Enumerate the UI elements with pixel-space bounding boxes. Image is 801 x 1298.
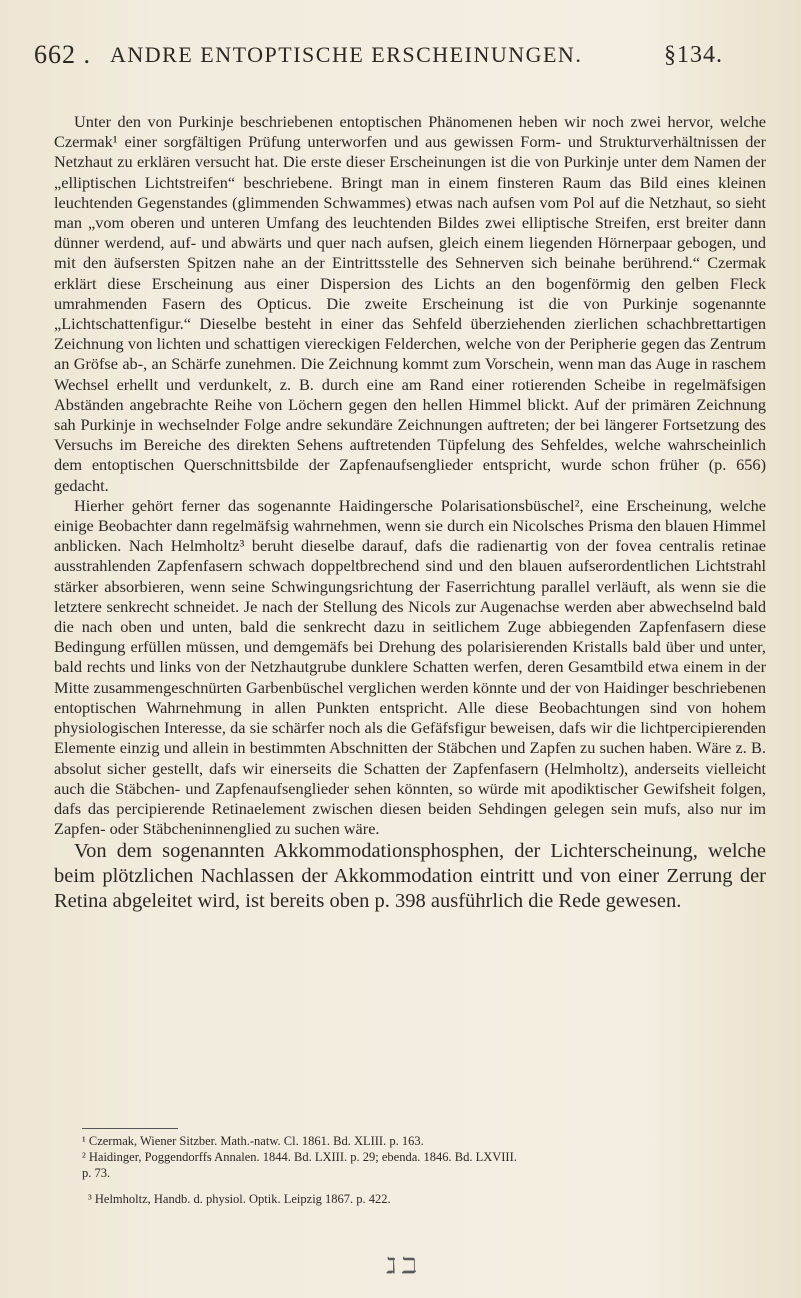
footnote-rule xyxy=(82,1128,178,1129)
footnote-1: ¹ Czermak, Wiener Sitzber. Math.-natw. Cl. 1861. Bd. XLIII. p. 163. xyxy=(82,1134,424,1148)
handwritten-mark: ℷ ℶ xyxy=(386,1253,417,1278)
section-number: §134. xyxy=(664,42,723,68)
paragraph-2: Hierher gehört ferner das sogenannte Haidingersche Polarisationsbüschel², eine Erscheinung, welche einige Beobachter dann regelmäfsig wahrnehmen, wenn sie durch ein Nicolsches Prisma den blauen Himmel anblicken. Nach Helmholtz³ beruht dieselbe darauf, dafs die radienartig von der fovea centralis retinae ausstrahlenden Zapfenfasern schwach doppeltbrechend sind und den blauen aufserordentlichen Lichtstrahl stärker absorbieren, wenn seine Schwingungsrichtung der Faserrichtung parallel verläuft, als wenn sie die letztere senkrecht schneidet. Je nach der Stellung des Nicols zur Augenachse werden aber abwechselnd bald die nach oben und unten, bald die senkrecht dazu in seitlichem Zuge abbiegenden Zapfenfasern diese Bedingung erfüllen müssen, und demgemäfs bei Drehung des polarisierenden Kristalls bald über und unter, bald rechts und links von der Netzhautgrube dunklere Schatten werfen, deren Gesamtbild etwa einem in der Mitte zusammengeschnürten Garbenbüschel verglichen werden könnte und der von Haidinger beschriebenen entoptischen Wahrnehmung in allen Punkten entspricht. Alle diese Beobachtungen sind von hohem physiologischen Interesse, da sie schärfer noch als die Gefäfsfigur beweisen, dafs wir die lichtpercipierenden Elemente einzig und allein in bestimmten Abschnitten der Stäbchen und Zapfen zu suchen haben. Wäre z. B. absolut sicher gestellt, dafs wir einerseits die Schatten der Zapfenfasern (Helmholtz), anderseits vielleicht auch die Stäbchen- und Zapfenaufsenglieder sehen könnten, so würde mit apodiktischer Gewifsheit folgen, dafs das percipierende Retinaelement zwischen diesen beiden Sehdingen gelegen sein mufs, also nur im Zapfen- oder Stäbcheninnenglied zu suchen wäre. xyxy=(54,495,766,839)
page-number: 662 . xyxy=(34,40,91,69)
paragraph-1: Unter den von Purkinje beschriebenen entoptischen Phänomenen heben wir noch zwei hervor, welche Czermak¹ einer sorgfältigen Prüfung unterworfen und aus gewissen Form- und Strukturverhältnissen der Netzhaut zu erklären versucht hat. Die erste dieser Erscheinungen ist die von Purkinje unter dem Namen der „elliptischen Lichtstreifen“ beschriebene. Bringt man in einem finsteren Raum das Bild eines kleinen leuchtenden Gegenstandes (glimmenden Schwammes) etwas nach aufsen vom Pol auf die Netzhaut, so sieht man „vom oberen und unteren Umfang des leuchtenden Bildes zwei elliptische Streifen, erst breiter dann dünner werdend, auf- und abwärts und quer nach aufsen, gleich einem liegenden Hörnerpaar gebogen, und mit den äufsersten Spitzen nahe an der Eintrittsstelle des Sehnerven sich beinahe berührend.“ Czermak erklärt diese Erscheinung aus einer Dispersion des Lichts an den bogenförmig den gelben Fleck umrahmenden Fasern des Opticus. Die zweite Erscheinung ist die von Purkinje sogenannte „Lichtschattenfigur.“ Dieselbe besteht in einer das Sehfeld überziehenden zierlichen schachbrettartigen Zeichnung von lichten und schattigen viereckigen Felderchen, welche von der Peripherie gegen das Zentrum an Gröfse ab-, an Schärfe zunehmen. Die Zeichnung kommt zum Vorschein, wenn man das Auge in raschem Wechsel erhellt und verdunkelt, z. B. durch eine am Rand einer rotierenden Scheibe in regelmäfsigen Abständen angebrachte Reihe von Löchern gegen den hellen Himmel blickt. Auf der primären Zeichnung sah Purkinje in wechselnder Folge andre sekundäre Zeichnungen auftreten; der bei längerer Fortsetzung des Versuchs im Bereiche des direkten Sehens auftretenden Tüpfelung des Sehfeldes, welche wahrscheinlich dem entoptischen Querschnittsbilde der Zapfenaufsenglieder entspricht, wurde schon früher (p. 656) gedacht. xyxy=(54,112,766,495)
footnotes xyxy=(54,1133,766,1207)
page-header xyxy=(0,40,801,80)
running-head: ANDRE ENTOPTISCHE ERSCHEINUNGEN. xyxy=(110,42,583,67)
footnote-2: ² Haidinger, Poggendorffs Annalen. 1844. Bd. LXIII. p. 29; ebenda. 1846. Bd. LXVIII. xyxy=(82,1150,517,1164)
main-text xyxy=(54,112,766,914)
footnote-3: ³ Helmholtz, Handb. d. physiol. Optik. Leipzig 1867. p. 422. xyxy=(88,1192,391,1206)
footnote-3a: p. 73. xyxy=(82,1166,111,1180)
paragraph-3: Von dem sogenannten Akkommodationsphosphen, der Lichterscheinung, welche beim plötzlichen Nachlassen der Akkommodation eintritt und von einer Zerrung der Retina abgeleitet wird, ist bereits oben p. 398 ausführlich die Rede gewesen. xyxy=(54,840,766,913)
